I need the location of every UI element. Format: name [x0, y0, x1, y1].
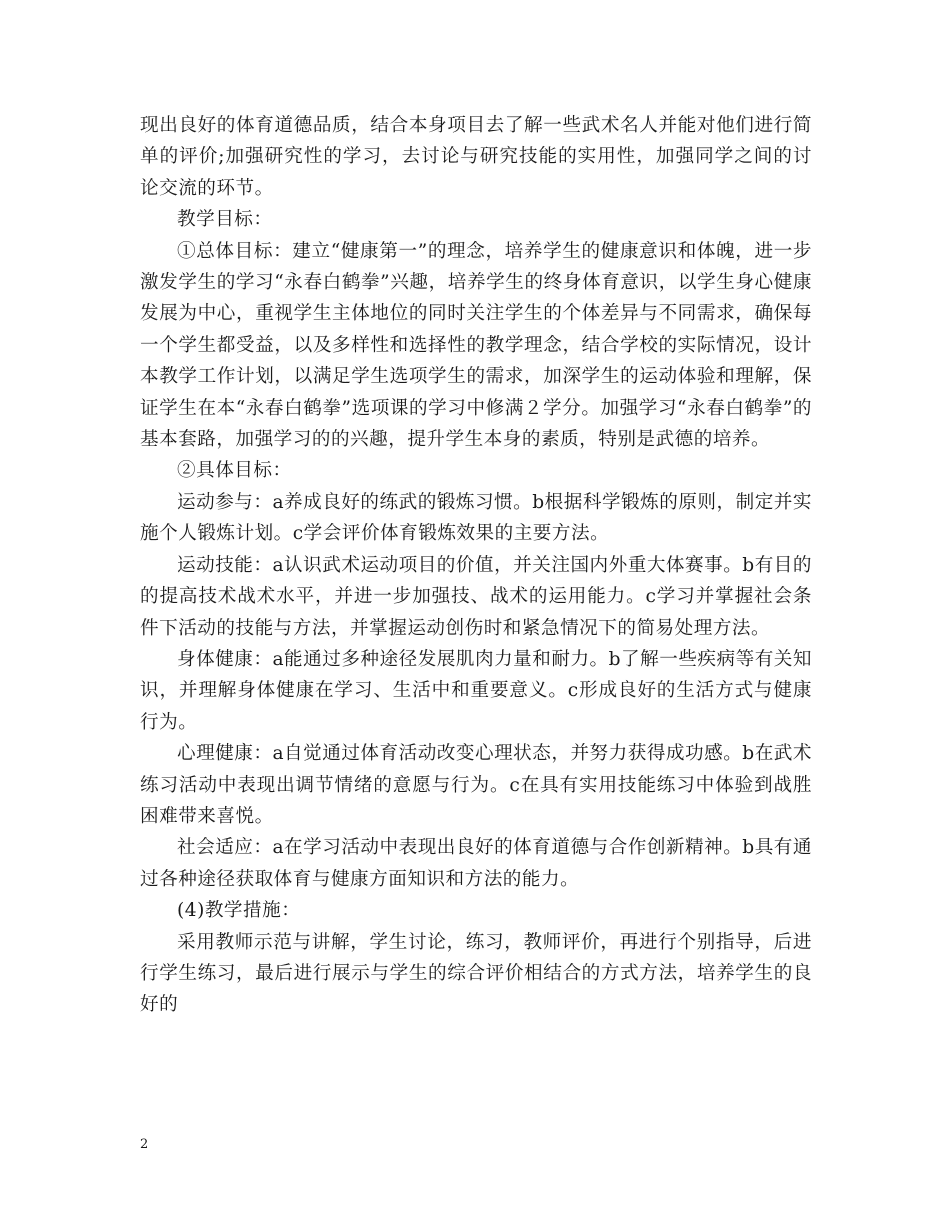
paragraph: ①总体目标：建立“健康第一”的理念，培养学生的健康意识和体魄，进一步激发学生的学习“永春白鹤拳”兴趣，培养学生的终身体育意识，以学生身心健康发展为中心，重视学生主体地位的同时关注学生的个体差异与不同需求，确保每一个学生都受益，以及多样性和选择性的教学理念，结合学校的实际情况，设计本教学工作计划，以满足学生选项学生的需求，加深学生的运动体验和理解，保证学生在本“永春白鹤拳”选项课的学习中修满２学分。加强学习“永春白鹤拳”的基本套路，加强学习的的兴趣，提升学生本身的素质，特别是武德的培养。	[140, 240, 812, 451]
paragraph: 采用教师示范与讲解，学生讨论，练习，教师评价，再进行个别指导，后进行学生练习，最后进行展示与学生的综合评价相结合的方式方法，培养学生的良好的	[140, 931, 812, 1016]
paragraph: 身体健康：a能通过多种途径发展肌肉力量和耐力。b了解一些疾病等有关知识，并理解身体健康在学习、生活中和重要意义。c形成良好的生活方式与健康行为。	[140, 648, 812, 733]
paragraph: 现出良好的体育道德品质，结合本身项目去了解一些武术名人并能对他们进行简单的评价;加强研究性的学习，去讨论与研究技能的实用性，加强同学之间的讨论交流的环节。	[140, 115, 812, 199]
document-body	[140, 110, 812, 1021]
paragraph: (4)教学措施：	[177, 900, 301, 922]
paragraph: 运动参与：a养成良好的练武的锻炼习惯。b根据科学锻炼的原则，制定并实施个人锻炼计划。c学会评价体育锻炼效果的主要方法。	[140, 491, 812, 545]
paragraph: 社会适应：a在学习活动中表现出良好的体育道德与合作创新精神。b具有通过各种途径获取体育与健康方面知识和方法的能力。	[140, 837, 812, 890]
paragraph: 运动技能：a认识武术运动项目的价值，并关注国内外重大体赛事。b有目的的提高技术战术水平，并进一步加强技、战术的运用能力。c学习并掌握社会条件下活动的技能与方法，并掌握运动创伤时和紧急情况下的简易处理方法。	[140, 554, 812, 639]
page-number: 2	[140, 1137, 149, 1152]
paragraph: 教学目标：	[177, 209, 273, 231]
paragraph: ②具体目标：	[177, 460, 292, 482]
paragraph: 心理健康：a自觉通过体育活动改变心理状态，并努力获得成功感。b在武术练习活动中表现出调节情绪的意愿与行为。c在具有实用技能练习中体验到战胜困难带来喜悦。	[140, 743, 812, 827]
